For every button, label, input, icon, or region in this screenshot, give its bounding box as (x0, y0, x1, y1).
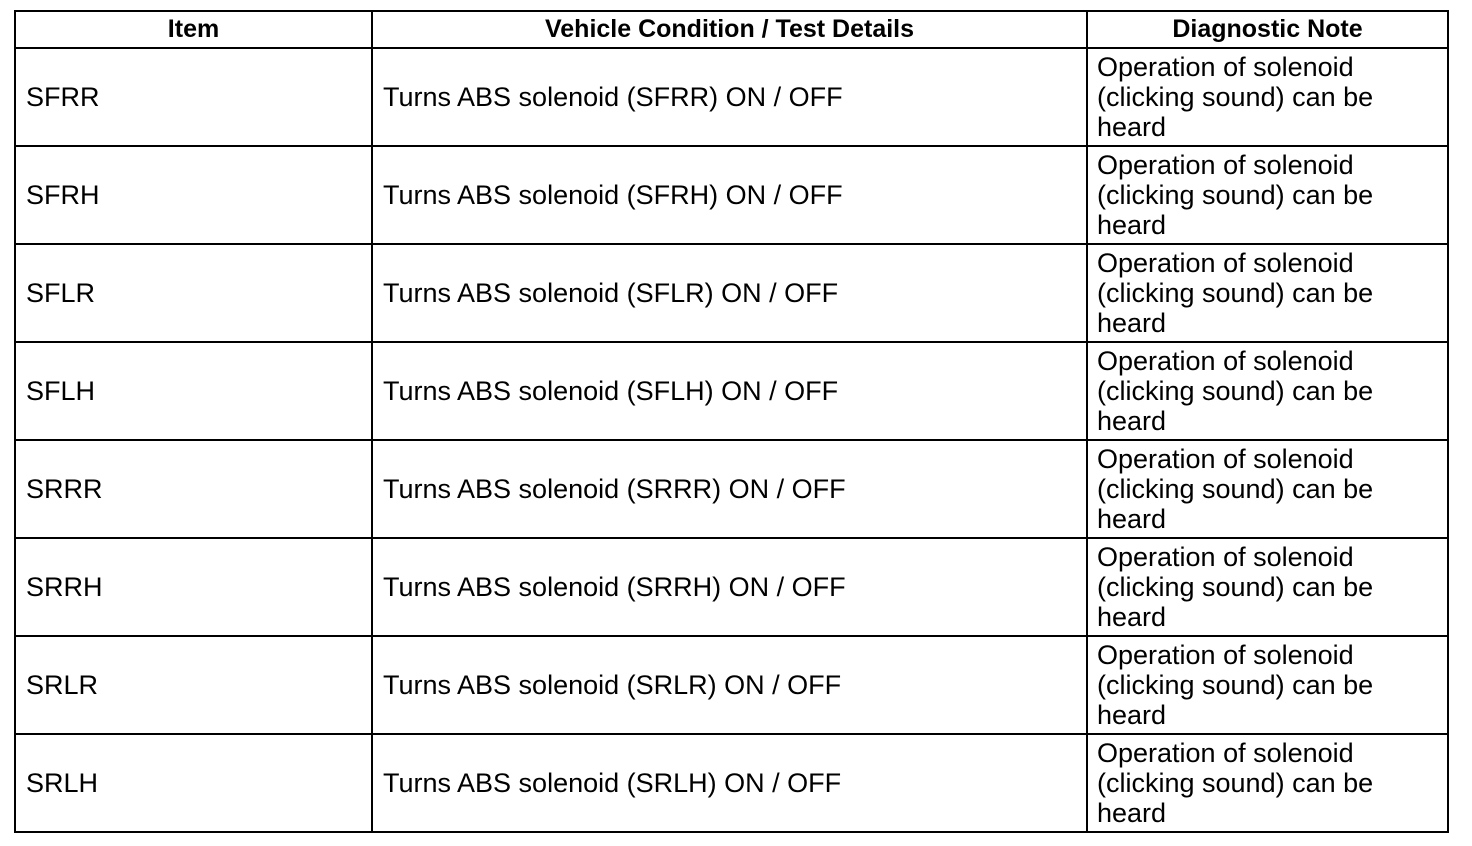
header-condition: Vehicle Condition / Test Details (372, 11, 1087, 48)
header-item: Item (15, 11, 372, 48)
table-row (15, 342, 1448, 440)
note-line: Operation of solenoid (1097, 150, 1354, 180)
item-cell: SFRR (15, 48, 372, 146)
condition-cell: Turns ABS solenoid (SRLR) ON / OFF (372, 636, 1087, 734)
note-line: Operation of solenoid (1097, 248, 1354, 278)
note-line: (clicking sound) can be (1097, 82, 1374, 112)
item-cell: SFLH (15, 342, 372, 440)
condition-cell: Turns ABS solenoid (SRRH) ON / OFF (372, 538, 1087, 636)
condition-cell: Turns ABS solenoid (SRLH) ON / OFF (372, 734, 1087, 832)
note-line: (clicking sound) can be (1097, 768, 1374, 798)
item-cell: SRRR (15, 440, 372, 538)
note-cell (1087, 636, 1448, 734)
table-row (15, 734, 1448, 832)
header-note: Diagnostic Note (1087, 11, 1448, 48)
item-cell: SRLR (15, 636, 372, 734)
note-cell (1087, 244, 1448, 342)
note-line: Operation of solenoid (1097, 640, 1354, 670)
note-line: (clicking sound) can be (1097, 572, 1374, 602)
table-row (15, 440, 1448, 538)
condition-cell: Turns ABS solenoid (SFRH) ON / OFF (372, 146, 1087, 244)
note-line: heard (1097, 210, 1167, 240)
note-cell (1087, 342, 1448, 440)
note-cell (1087, 538, 1448, 636)
table-row (15, 538, 1448, 636)
table-row (15, 48, 1448, 146)
condition-cell: Turns ABS solenoid (SRRR) ON / OFF (372, 440, 1087, 538)
note-line: Operation of solenoid (1097, 738, 1354, 768)
item-cell: SFLR (15, 244, 372, 342)
item-cell: SFRH (15, 146, 372, 244)
note-cell (1087, 440, 1448, 538)
condition-cell: Turns ABS solenoid (SFRR) ON / OFF (372, 48, 1087, 146)
note-line: heard (1097, 700, 1167, 730)
note-cell (1087, 48, 1448, 146)
note-line: (clicking sound) can be (1097, 376, 1374, 406)
item-cell: SRRH (15, 538, 372, 636)
condition-cell: Turns ABS solenoid (SFLR) ON / OFF (372, 244, 1087, 342)
note-line: Operation of solenoid (1097, 52, 1354, 82)
table-row (15, 244, 1448, 342)
note-cell (1087, 146, 1448, 244)
note-cell (1087, 734, 1448, 832)
note-line: heard (1097, 308, 1167, 338)
note-line: (clicking sound) can be (1097, 474, 1374, 504)
note-line: (clicking sound) can be (1097, 670, 1374, 700)
note-line: heard (1097, 112, 1167, 142)
table-body (15, 48, 1448, 832)
note-line: heard (1097, 602, 1167, 632)
header-row (15, 11, 1448, 48)
note-line: Operation of solenoid (1097, 542, 1354, 572)
note-line: heard (1097, 504, 1167, 534)
table-row (15, 636, 1448, 734)
note-line: Operation of solenoid (1097, 444, 1354, 474)
condition-cell: Turns ABS solenoid (SFLH) ON / OFF (372, 342, 1087, 440)
note-line: (clicking sound) can be (1097, 278, 1374, 308)
item-cell: SRLH (15, 734, 372, 832)
note-line: Operation of solenoid (1097, 346, 1354, 376)
table-header (15, 11, 1448, 48)
note-line: (clicking sound) can be (1097, 180, 1374, 210)
table-row (15, 146, 1448, 244)
note-line: heard (1097, 798, 1167, 828)
diagnostic-table (14, 10, 1449, 833)
note-line: heard (1097, 406, 1167, 436)
